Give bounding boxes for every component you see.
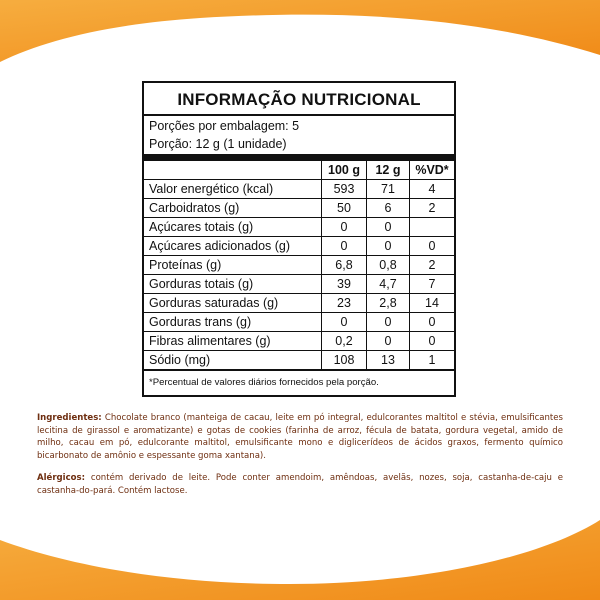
value-100g: 593 [322, 180, 367, 199]
value-12g: 0 [367, 218, 410, 237]
nutrition-facts-table [142, 81, 456, 397]
value-12g: 13 [367, 351, 410, 370]
nutrient-label: Gorduras trans (g) [144, 313, 322, 332]
nutrition-title: INFORMAÇÃO NUTRICIONAL [144, 83, 454, 116]
value-vd: 2 [410, 256, 455, 275]
value-100g: 0 [322, 218, 367, 237]
table-row [144, 180, 454, 199]
value-vd: 7 [410, 275, 455, 294]
table-row [144, 332, 454, 351]
header-100g: 100 g [322, 161, 367, 180]
table-row [144, 218, 454, 237]
header-12g: 12 g [367, 161, 410, 180]
value-100g: 39 [322, 275, 367, 294]
allergens-text: contém derivado de leite. Pode conter amendoim, amêndoas, avelãs, nozes, soja, castanha-de-caju e castanha-do-pará. Contém lactose. [37, 473, 563, 496]
value-vd: 0 [410, 313, 455, 332]
table-header-row [144, 161, 454, 180]
nutrition-table [144, 160, 454, 370]
value-vd: 1 [410, 351, 455, 370]
allergens-paragraph [37, 472, 563, 497]
value-12g: 0 [367, 237, 410, 256]
value-12g: 0 [367, 332, 410, 351]
nutrient-label: Gorduras saturadas (g) [144, 294, 322, 313]
vd-footnote: *Percentual de valores diários fornecidos pela porção. [144, 370, 454, 395]
value-vd: 14 [410, 294, 455, 313]
value-12g: 0,8 [367, 256, 410, 275]
table-row [144, 313, 454, 332]
value-100g: 0 [322, 237, 367, 256]
table-row [144, 294, 454, 313]
value-vd: 0 [410, 332, 455, 351]
nutrient-label: Açúcares adicionados (g) [144, 237, 322, 256]
value-100g: 0 [322, 313, 367, 332]
table-row [144, 199, 454, 218]
value-vd: 4 [410, 180, 455, 199]
value-100g: 108 [322, 351, 367, 370]
portion-size: Porção: 12 g (1 unidade) [149, 137, 287, 151]
header-nutrient [144, 161, 322, 180]
table-row [144, 237, 454, 256]
nutrient-label: Gorduras totais (g) [144, 275, 322, 294]
value-vd [410, 218, 455, 237]
nutrient-label: Açúcares totais (g) [144, 218, 322, 237]
nutrient-label: Valor energético (kcal) [144, 180, 322, 199]
value-12g: 4,7 [367, 275, 410, 294]
value-vd: 0 [410, 237, 455, 256]
ingredients-label: Ingredientes: [37, 413, 102, 423]
table-row [144, 275, 454, 294]
allergens-label: Alérgicos: [37, 473, 86, 483]
value-100g: 6,8 [322, 256, 367, 275]
value-12g: 6 [367, 199, 410, 218]
value-12g: 2,8 [367, 294, 410, 313]
nutrient-label: Sódio (mg) [144, 351, 322, 370]
header-vd: %VD* [410, 161, 455, 180]
value-12g: 0 [367, 313, 410, 332]
ingredients-text: Chocolate branco (manteiga de cacau, leite em pó integral, edulcorantes maltitol e stévia, emulsificantes lecitina de girassol e aromatizante) e gotas de cookies (farinha de arroz, fécula de batata, gordura vegetal, amido de milho, cacau em pó, edulcorante maltitol, emulsificante mono e diglicerídeos de ácidos graxos, fermento químico bicarbonato de amônio e espessante goma xantana). [37, 413, 563, 461]
value-100g: 0,2 [322, 332, 367, 351]
nutrient-label: Fibras alimentares (g) [144, 332, 322, 351]
table-row [144, 351, 454, 370]
ingredients-paragraph [37, 412, 563, 462]
value-12g: 71 [367, 180, 410, 199]
value-100g: 23 [322, 294, 367, 313]
bottom-swoosh [0, 520, 600, 600]
value-100g: 50 [322, 199, 367, 218]
nutrient-label: Proteínas (g) [144, 256, 322, 275]
value-vd: 2 [410, 199, 455, 218]
top-swoosh [0, 0, 600, 62]
table-row [144, 256, 454, 275]
nutrient-label: Carboidratos (g) [144, 199, 322, 218]
portions-per-package: Porções por embalagem: 5 [149, 119, 300, 133]
